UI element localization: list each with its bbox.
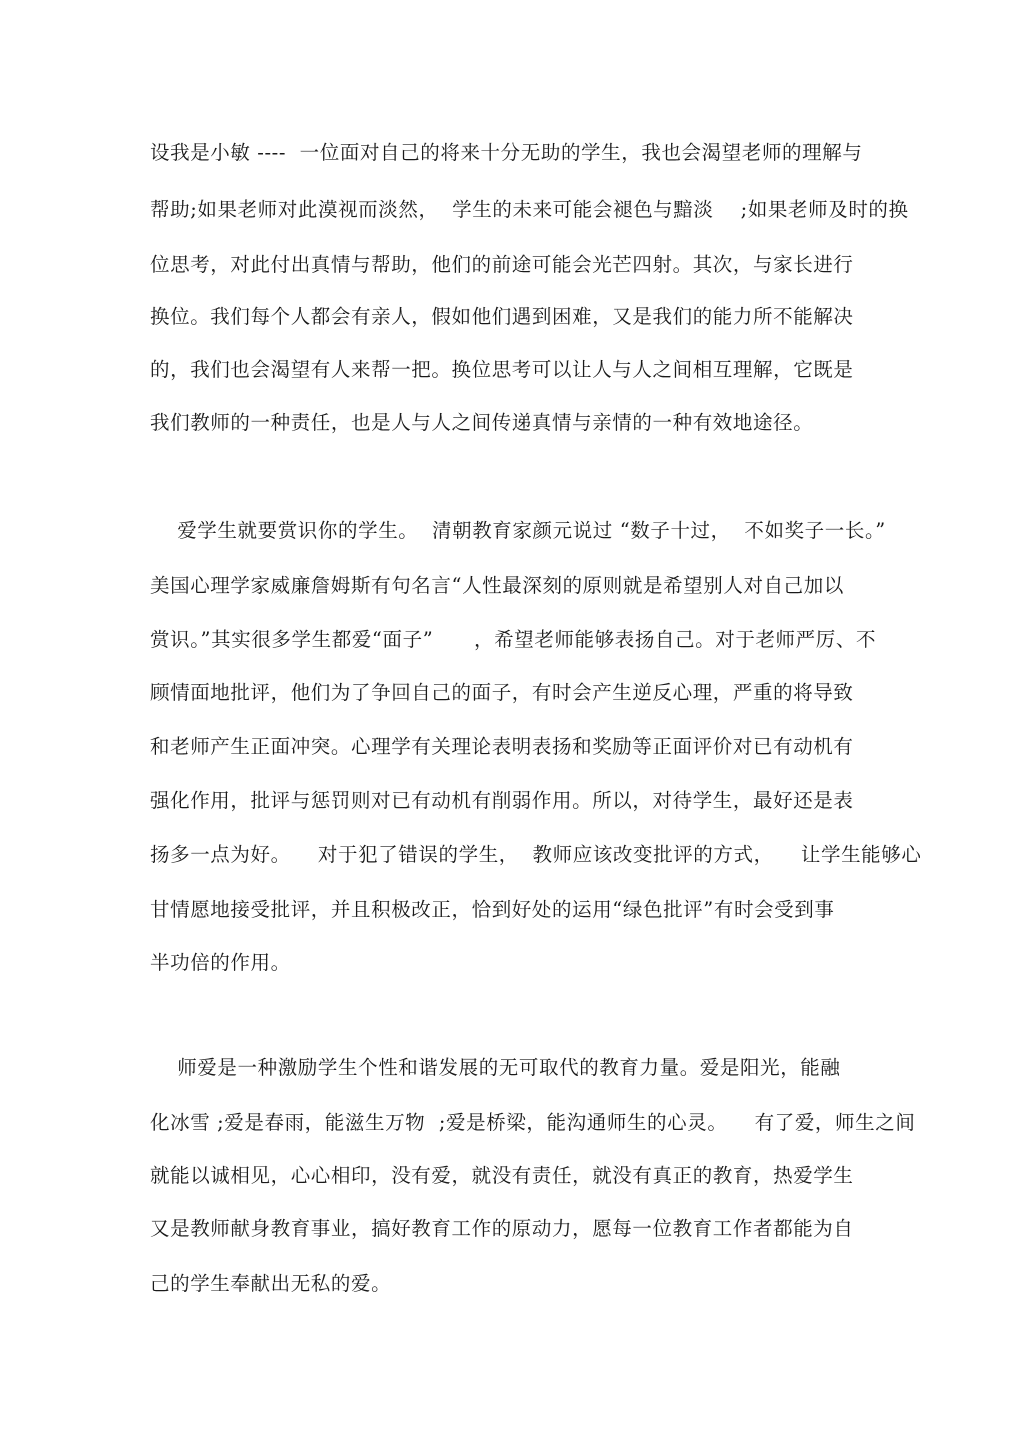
text-line: 爱学生就要赏识你的学生。 清朝教育家颜元说过 “数子十过， 不如奖子一长。” (150, 519, 886, 542)
text-line: 半功倍的作用。 (150, 951, 291, 974)
text-line: 的，我们也会渴望有人来帮一把。换位思考可以让人与人之间相互理解，它既是 (150, 358, 854, 381)
text-line: 位思考，对此付出真情与帮助，他们的前途可能会光芒四射。其次，与家长进行 (150, 253, 854, 276)
text-line: 美国心理学家威廉詹姆斯有句名言“人性最深刻的原则就是希望别人对自己加以 (150, 574, 844, 597)
text-line: 帮助;如果老师对此漠视而淡然， 学生的未来可能会褪色与黯淡 ;如果老师及时的换 (150, 198, 909, 221)
text-line: 设我是小敏 ---- 一位面对自己的将来十分无助的学生，我也会渴望老师的理解与 (150, 141, 863, 164)
text-line: 强化作用，批评与惩罚则对已有动机有削弱作用。所以，对待学生，最好还是表 (150, 789, 854, 812)
text-line: 换位。我们每个人都会有亲人，假如他们遇到困难，又是我们的能力所不能解决 (150, 305, 854, 328)
text-line: 顾情面地批评，他们为了争回自己的面子，有时会产生逆反心理，严重的将导致 (150, 681, 854, 704)
text-line: 扬多一点为好。 对于犯了错误的学生， 教师应该改变批评的方式， 让学生能够心 (150, 843, 922, 866)
text-line: 己的学生奉献出无私的爱。 (150, 1272, 392, 1295)
text-line: 和老师产生正面冲突。心理学有关理论表明表扬和奖励等正面评价对已有动机有 (150, 735, 854, 758)
text-line: 赏识。”其实很多学生都爱“面子” ，希望老师能够表扬自己。对于老师严厉、不 (150, 628, 877, 651)
text-line: 师爱是一种激励学生个性和谐发展的无可取代的教育力量。爱是阳光，能融 (150, 1056, 841, 1079)
text-line: 我们教师的一种责任，也是人与人之间传递真情与亲情的一种有效地途径。 (150, 411, 814, 434)
text-line: 甘情愿地接受批评，并且积极改正，恰到好处的运用“绿色批评”有时会受到事 (150, 898, 835, 921)
text-line: 就能以诚相见，心心相印，没有爱，就没有责任，就没有真正的教育，热爱学生 (150, 1164, 854, 1187)
text-line: 化冰雪 ;爱是春雨，能滋生万物 ;爱是桥梁，能沟通师生的心灵。 有了爱，师生之间 (150, 1111, 916, 1134)
text-line: 又是教师献身教育事业，搞好教育工作的原动力，愿每一位教育工作者都能为自 (150, 1217, 854, 1240)
